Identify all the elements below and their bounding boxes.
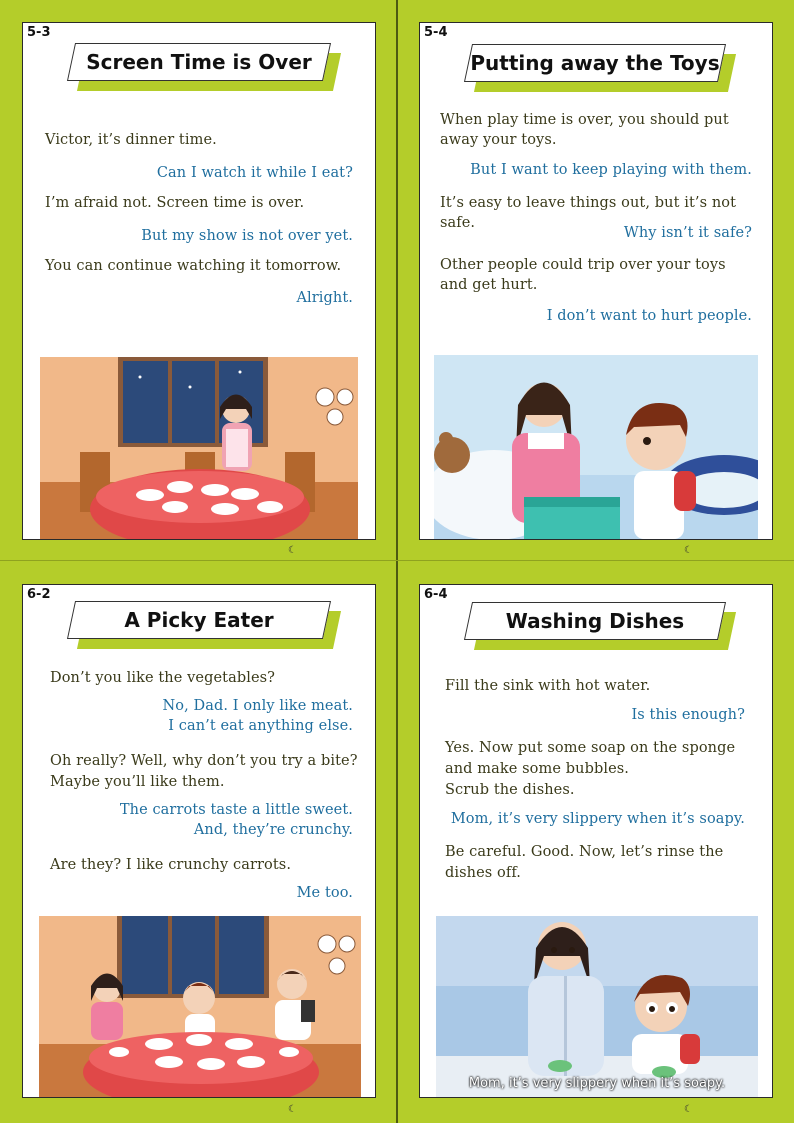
dialogue-line: And, they’re crunchy. <box>193 822 353 838</box>
dialogue-line: It’s easy to leave things out, but it’s not <box>440 195 737 211</box>
card-number: 6-2 <box>27 587 51 602</box>
dialogue-line: I’m afraid not. Screen time is over. <box>45 195 305 211</box>
dialogue-line: But my show is not over yet. <box>141 228 353 244</box>
card-title: Washing Dishes <box>505 609 685 633</box>
dialogue-line: But I want to keep playing with them. <box>470 162 752 178</box>
dialogue-line: Are they? I like crunchy carrots. <box>50 857 292 873</box>
card-title-banner <box>468 602 722 640</box>
moon-mark: ☾ <box>288 545 297 556</box>
card-title: A Picky Eater <box>124 608 274 632</box>
dialogue-line: Maybe you’ll like them. <box>50 774 225 790</box>
card-number: 6-4 <box>424 587 448 602</box>
vertical-divider <box>396 0 398 1123</box>
mother-and-boy-washing-dishes-illustration <box>436 916 758 1097</box>
horizontal-divider <box>0 560 794 561</box>
dialogue-line: The carrots taste a little sweet. <box>119 802 353 818</box>
video-subtitle-caption: Mom, it’s very slippery when it’s soapy. <box>468 1076 726 1091</box>
dialogue-line: away your toys. <box>440 132 557 148</box>
dialogue-line: Yes. Now put some soap on the sponge <box>445 740 736 756</box>
dialogue-line: Oh really? Well, why don’t you try a bite? <box>50 753 358 769</box>
dialogue-line: and make some bubbles. <box>445 761 630 777</box>
dialogue-line: Why isn’t it safe? <box>623 225 752 241</box>
dialogue-line: Victor, it’s dinner time. <box>45 132 217 148</box>
dialogue-line: Is this enough? <box>631 707 745 723</box>
card-title: Putting away the Toys <box>470 51 720 75</box>
dialogue-line: and get hurt. <box>440 277 538 293</box>
card-title-banner <box>71 43 327 81</box>
card-title-banner <box>71 601 327 639</box>
dialogue-line: safe. <box>440 215 476 231</box>
dialogue-line: No, Dad. I only like meat. <box>162 698 353 714</box>
mother-and-boy-toy-box-illustration <box>434 355 758 539</box>
moon-mark: ☾ <box>288 1104 297 1115</box>
dialogue-line: When play time is over, you should put <box>440 112 729 128</box>
dialogue-line: Can I watch it while I eat? <box>156 165 353 181</box>
dialogue-line: Be careful. Good. Now, let’s rinse the <box>445 844 724 860</box>
dialogue-line: Don’t you like the vegetables? <box>50 670 276 686</box>
card-number: 5-3 <box>27 25 51 40</box>
card-screen-time-is-over <box>22 22 376 540</box>
dialogue-line: Mom, it’s very slippery when it’s soapy. <box>450 811 745 827</box>
dialogue-line: Me too. <box>296 885 353 901</box>
card-putting-away-the-toys <box>419 22 773 540</box>
card-a-picky-eater <box>22 584 376 1098</box>
dialogue-line: Alright. <box>296 290 353 306</box>
dialogue-line: Other people could trip over your toys <box>440 257 726 273</box>
card-title-banner <box>468 44 722 82</box>
family-eating-dinner-illustration <box>39 916 361 1097</box>
dialogue-line: Scrub the dishes. <box>445 782 575 798</box>
card-title: Screen Time is Over <box>86 50 312 74</box>
dialogue-line: dishes off. <box>445 865 521 881</box>
card-washing-dishes <box>419 584 773 1098</box>
moon-mark: ☾ <box>684 545 693 556</box>
mother-serving-dinner-illustration <box>40 357 358 539</box>
card-number: 5-4 <box>424 25 448 40</box>
dialogue-line: I don’t want to hurt people. <box>546 308 752 324</box>
dialogue-line: Fill the sink with hot water. <box>445 678 651 694</box>
moon-mark: ☾ <box>684 1104 693 1115</box>
dialogue-line: I can’t eat anything else. <box>168 718 353 734</box>
dialogue-line: You can continue watching it tomorrow. <box>45 258 342 274</box>
